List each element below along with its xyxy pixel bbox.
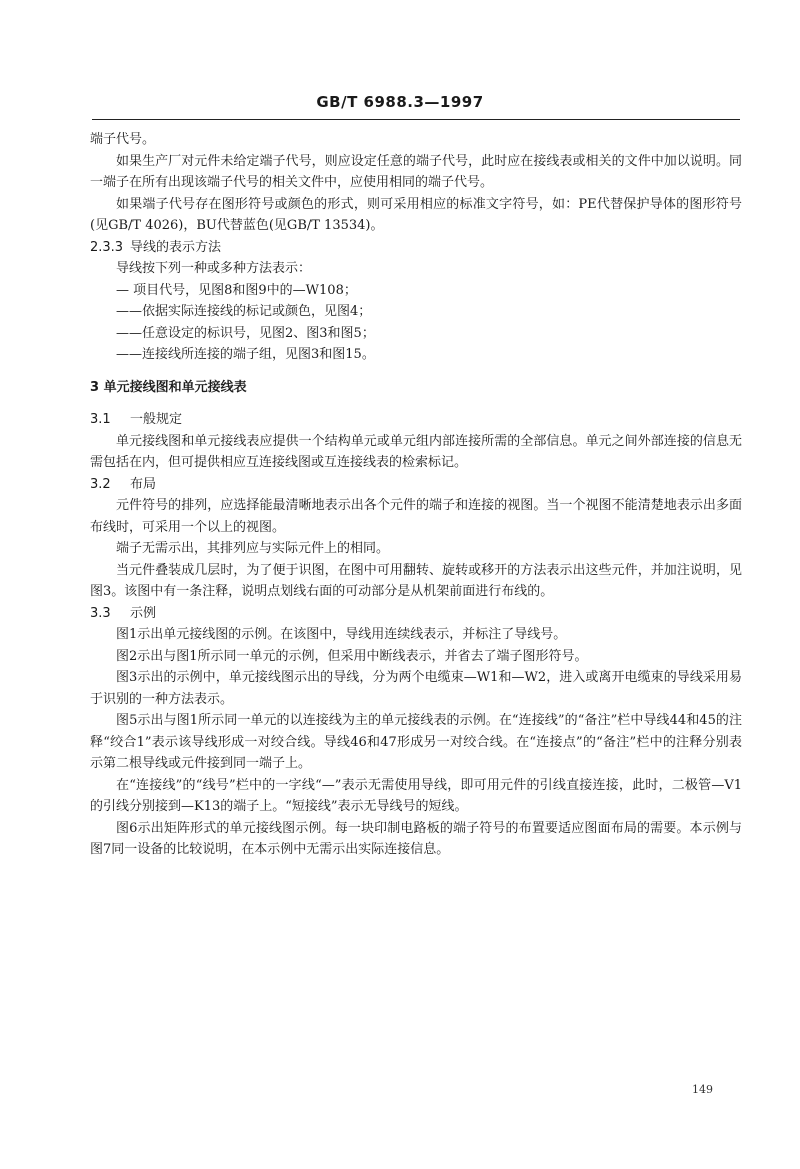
section-number: 2.3.3: [90, 239, 124, 255]
section-title: 导线的表示方法: [130, 239, 222, 255]
list-item: — 项目代号，见图8和图9中的—W108；: [116, 282, 357, 298]
section-3-2-heading: [90, 474, 742, 496]
paragraph-wire-methods-intro: 导线按下列一种或多种方法表示：: [116, 261, 312, 276]
paragraph-layout-stacked: 当元件叠装成几层时，为了便于识图，在图中可用翻转、旋转或移开的方法表示出这些元件，并加注说明，见图3。该图中有一条注释，说明点划线右面的可动部分是从机架前面进行布线的。: [90, 562, 742, 599]
section-title: 示例: [130, 605, 157, 621]
paragraph-example-fig6: 图6示出矩阵形式的单元接线图示例。每一块印制电路板的端子符号的布置要适应图面布局的需要。本示例与图7同一设备的比较说明，在本示例中无需示出实际连接信息。: [90, 820, 742, 857]
list-item: ——连接线所连接的端子组，见图3和图15。: [116, 347, 375, 362]
paragraph-carryover: 端子代号。: [90, 132, 156, 147]
paragraph-example-fig1: 图1示出单元接线图的示例。在该图中，导线用连续线表示，并标注了导线号。: [116, 627, 567, 642]
page-content: [90, 129, 742, 861]
page-number: 149: [692, 1083, 713, 1096]
section-title: 一般规定: [130, 412, 183, 427]
paragraph-example-fig5: 图5示出与图1所示同一单元的以连接线为主的单元接线表的示例。在“连接线”的“备注”栏中导线44和45的注释“绞合1”表示该导线形成一对绞合线。导线46和47形成另一对绞合线。在“连接点”的“备注”栏中的注释分别表示第二根导线或元件接到同一端子上。: [90, 713, 742, 771]
standard-code-header: GB/T 6988.3—1997: [316, 93, 484, 111]
section-number: 3.2: [90, 476, 111, 492]
section-number: 3.3: [90, 605, 111, 621]
section-title: 布局: [130, 476, 157, 492]
header-rule: [92, 119, 740, 120]
list-item: ——任意设定的标识号，见图2、图3和图5；: [116, 325, 375, 341]
paragraph-terminal-code-symbol: 如果端子代号存在图形符号或颜色的形式，则可采用相应的标准文字符号，如：PE代替保护导体的图形符号(见GB/T 4026)，BU代替蓝色(见GB/T 13534)。: [90, 196, 742, 233]
section-3-1-heading: [90, 409, 742, 431]
wire-method-list: [90, 280, 742, 366]
section-3-3-heading: [90, 603, 742, 625]
paragraph-layout-views: 元件符号的排列，应选择能最清晰地表示出各个元件的端子和连接的视图。当一个视图不能清楚地表示出多面布线时，可采用一个以上的视图。: [90, 498, 742, 535]
section-number: 3.1: [90, 412, 111, 427]
paragraph-terminal-code-unassigned: 如果生产厂对元件未给定端子代号，则应设定任意的端子代号，此时应在接线表或相关的文件中加以说明。同一端子在所有出现该端子代号的相关文件中，应使用相同的端子代号。: [90, 153, 742, 190]
list-item: ——依据实际连接线的标记或颜色，见图4；: [116, 304, 372, 319]
paragraph-example-wire-number: 在“连接线”的“线号”栏中的一字线“—”表示无需使用导线，即可用元件的引线直接连接，此时，二极管—V1的引线分别接到—K13的端子上。“短接线”表示无导线号的短线。: [90, 777, 742, 814]
section-3-heading: 3 单元接线图和单元接线表: [90, 379, 247, 395]
section-2-3-3-heading: [90, 237, 742, 259]
paragraph-layout-terminals: 端子无需示出，其排列应与实际元件上的相同。: [116, 541, 390, 556]
paragraph-example-fig3: 图3示出的示例中，单元接线图示出的导线，分为两个电缆束—W1和—W2，进入或离开电缆束的导线采用易于识别的一种方法表示。: [90, 670, 742, 707]
paragraph-example-fig2: 图2示出与图1所示同一单元的示例，但采用中断线表示，并省去了端子图形符号。: [116, 648, 588, 664]
paragraph-general-rules: 单元接线图和单元接线表应提供一个结构单元或单元组内部连接所需的全部信息。单元之间外部连接的信息无需包括在内，但可提供相应互连接线图或互连接线表的检索标记。: [90, 433, 742, 470]
